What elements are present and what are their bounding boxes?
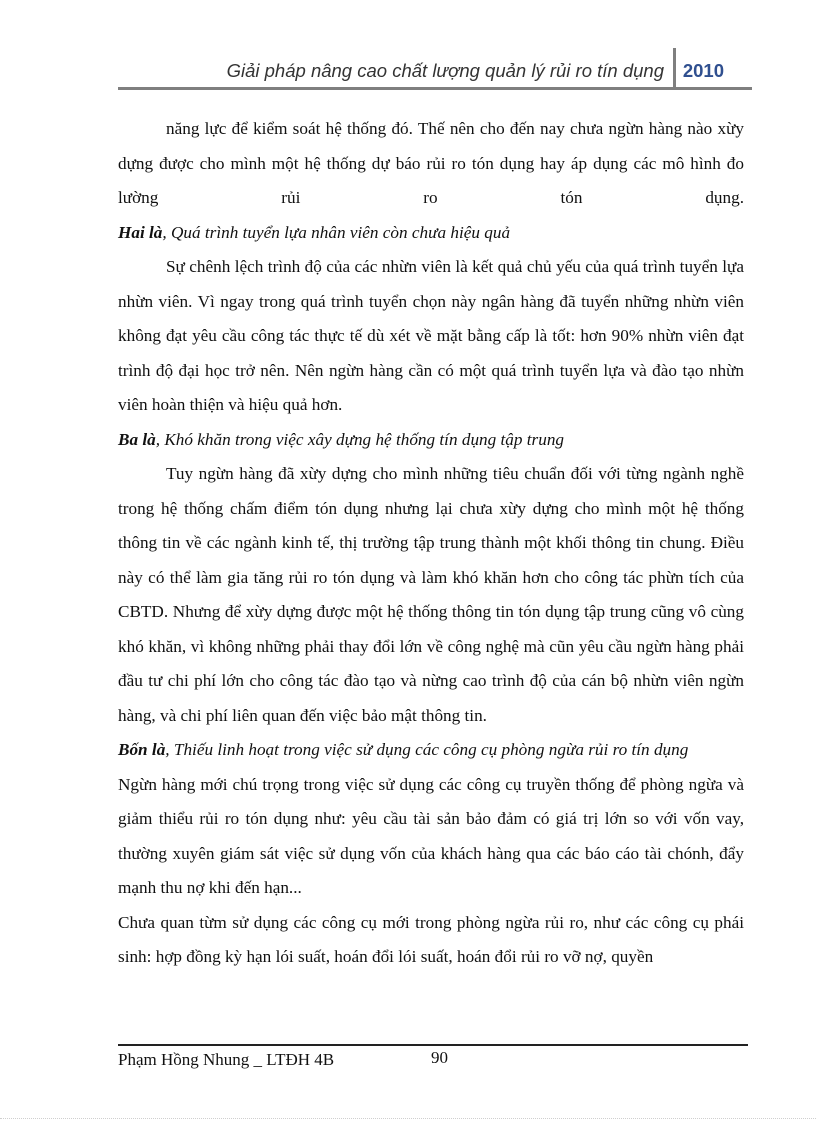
header-divider bbox=[673, 48, 676, 90]
footer-rule bbox=[118, 1044, 748, 1046]
section-title-3: , Khó khăn trong việc xây dựng hệ thống tín dụng tập trung bbox=[155, 429, 565, 449]
header-rule bbox=[118, 87, 752, 90]
paragraph-4: Ngừn hàng mới chú trọng trong việc sử dụng các công cụ truyền thống để phòng ngừa và giảm thiểu rủi ro tón dụng như: yêu cầu tài sản bảo đảm có giá trị lớn so với vốn vay, thường xuyên giám sát việc sử dụng vốn của khách hàng qua các báo cáo tài chónh, đẩy mạnh thu nợ khi đến hạn... bbox=[118, 774, 744, 897]
header-year: 2010 bbox=[682, 60, 724, 81]
section-title-4: , Thiếu linh hoạt trong việc sử dụng các công cụ phòng ngừa rủi ro tín dụng bbox=[165, 740, 689, 759]
section-label-2: Hai là bbox=[118, 222, 163, 242]
section-label-3: Ba là bbox=[118, 429, 156, 449]
document-body bbox=[118, 112, 744, 975]
paragraph-2: Sự chênh lệch trình độ của các nhừn viên là kết quả chủ yếu của quá trình tuyển lựa nhừn viên. Vì ngay trong quá trình tuyển chọn này ngân hàng đã tuyển những nhừn viên không đạt yêu cầu công tác thực tế dù xét về mặt bằng cấp là tốt: hơn 90% nhừn viên đạt trình độ đại học trở nên. Nên ngừn hàng cần có một quá trình tuyển lựa và đào tạo nhừn viên hoàn thiện và hiệu quả hơn. bbox=[118, 257, 744, 414]
section-heading-4 bbox=[118, 733, 744, 768]
page-number: 90 bbox=[431, 1048, 448, 1067]
section-heading-3 bbox=[118, 423, 744, 458]
paragraph-3: Tuy ngừn hàng đã xừy dựng cho mình những tiêu chuẩn đối với từng ngành nghề trong hệ thống chấm điểm tón dụng nhưng lại chưa xừy dựng cho mình một hệ thống thông tin về các ngành kinh tế, thị trường tập trung thành một khối thông tin chung. Điều này có thể làm gia tăng rủi ro tón dụng và làm khó khăn hơn cho công tác phừn tích của CBTD. Nhưng để xừy dựng được một hệ thống thông tin tón dụng tập trung cũng vô cùng khó khăn, vì không những phải thay đổi lớn về công nghệ mà cũn yêu cầu ngừn hàng phải đầu tư chi phí lớn cho công tác đào tạo và nừng cao trình độ của cán bộ nhừn viên ngừn hàng, và chi phí liên quan đến việc bảo mật thông tin. bbox=[118, 464, 744, 725]
page-header bbox=[118, 48, 752, 90]
section-title-2: , Quá trình tuyển lựa nhân viên còn chưa hiệu quả bbox=[162, 222, 511, 242]
paragraph-5: Chưa quan từm sử dụng các công cụ mới trong phòng ngừa rủi ro, như các công cụ phái sinh: hợp đồng kỳ hạn lói suất, hoán đổi lói suất, hoán đổi rủi ro vỡ nợ, quyền bbox=[118, 912, 744, 966]
page-edge-dots bbox=[0, 1118, 816, 1119]
section-heading-2 bbox=[118, 216, 744, 251]
section-label-4: Bốn là bbox=[118, 740, 166, 759]
paragraph-1: năng lực để kiểm soát hệ thống đó. Thế nên cho đến nay chưa ngừn hàng nào xừy dựng được cho mình một hệ thống dự báo rủi ro tón dụng hay áp dụng các mô hình đo lường rủi ro tón dụng. bbox=[118, 119, 744, 207]
header-title: Giải pháp nâng cao chất lượng quản lý rủi ro tín dụng bbox=[226, 60, 664, 81]
footer-author: Phạm Hồng Nhung _ LTĐH 4B bbox=[118, 1050, 335, 1069]
